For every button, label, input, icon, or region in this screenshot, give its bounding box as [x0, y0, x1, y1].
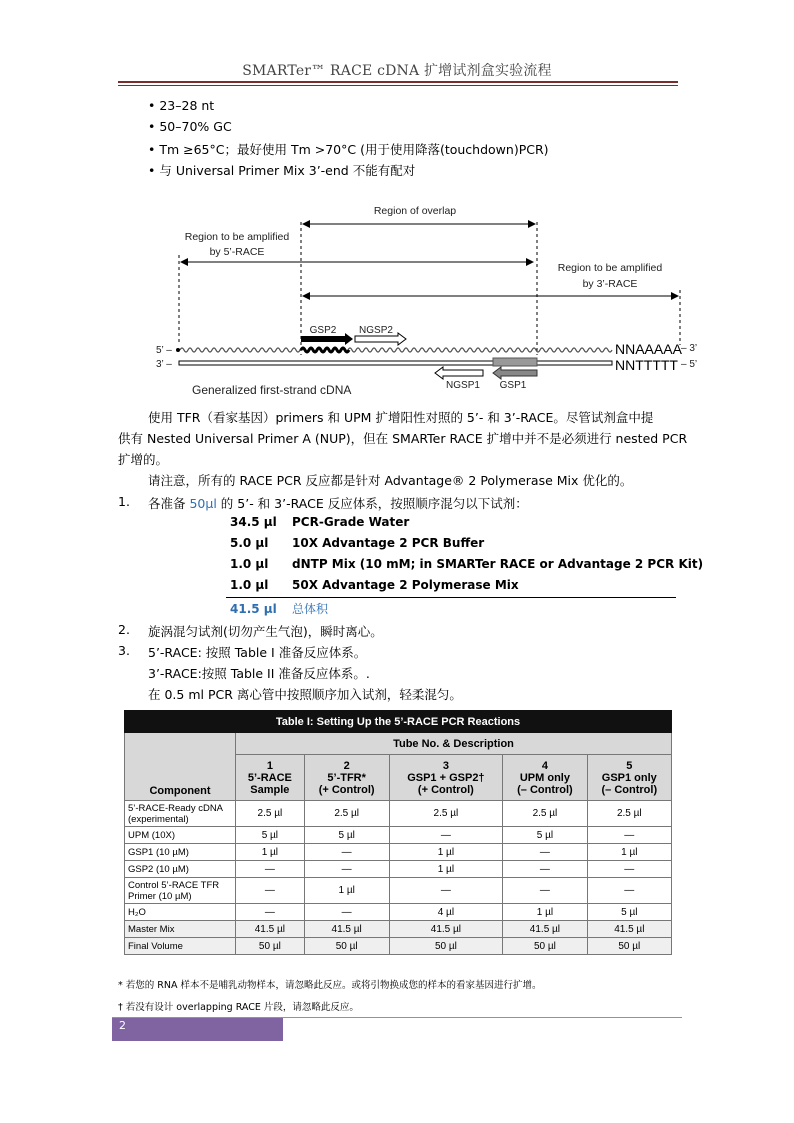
step-3-line1: 5’-RACE: 按照 Table I 准备反应体系。	[148, 645, 367, 660]
label-ngsp1: NGSP1	[446, 380, 480, 391]
label-gsp2: GSP2	[309, 325, 337, 336]
table-cell-value: —	[236, 861, 305, 878]
table-row	[125, 938, 672, 955]
table-cell-value: —	[304, 904, 389, 921]
label-polya: NNAAAAA	[615, 341, 682, 357]
bullet-gc: • 50–70% GC	[148, 119, 232, 134]
step-3-line3: 在 0.5 ml PCR 离心管中按照顺序加入试剂，轻柔混匀。	[148, 687, 462, 702]
paragraph-2: 请注意，所有的 RACE PCR 反应都是针对 Advantage® 2 Polymerase Mix 优化的。	[148, 473, 633, 488]
table-cell-value: 5 µl	[587, 904, 671, 921]
strand-start-dot	[176, 348, 180, 352]
table-column-header: 1 5’-RACE Sample	[236, 755, 305, 801]
label-region-overlap: Region of overlap	[373, 205, 457, 217]
step-2-number: 2.	[118, 622, 130, 637]
table-cell-value: 1 µl	[503, 904, 587, 921]
table-cell-value: 4 µl	[389, 904, 503, 921]
diagram-caption: Generalized first-strand cDNA	[192, 383, 352, 397]
step-1-post: 的 5’- 和 3’-RACE 反应体系，按照顺序混匀以下试剂：	[216, 496, 528, 511]
table-cell-component: GSP2 (10 µM)	[125, 861, 236, 878]
table-cell-value: 2.5 µl	[503, 801, 587, 827]
bullet-tm: • Tm ≥65°C；最好使用 Tm >70°C (用于使用降落(touchdown)PCR)	[148, 142, 549, 157]
table-cell-value: 41.5 µl	[389, 921, 503, 938]
gsp1-binding-site	[493, 358, 537, 366]
master-mix-row: 5.0 µl 10X Advantage 2 PCR Buffer	[230, 536, 485, 550]
master-mix-row: 34.5 µl PCR-Grade Water	[230, 515, 410, 529]
race-primer-diagram	[150, 195, 710, 400]
table-cell-value: —	[389, 827, 503, 844]
step-3-number: 3.	[118, 643, 130, 658]
step-2-text: 旋涡混匀试剂(切勿产生气泡)，瞬时离心。	[148, 624, 383, 639]
gsp1-arrow	[493, 367, 537, 379]
master-mix-total: 41.5 µl 总体积	[230, 602, 329, 616]
table-cell-value: 50 µl	[587, 938, 671, 955]
step-1-volume: 50µl	[189, 496, 217, 511]
table-cell-value: —	[236, 878, 305, 904]
table-cell-value: —	[587, 827, 671, 844]
step-1-number: 1.	[118, 494, 130, 509]
table-cell-value: 1 µl	[587, 844, 671, 861]
table-cell-component: H₂O	[125, 904, 236, 921]
table-group-header: Tube No. & Description	[236, 733, 672, 755]
ngsp1-arrow	[435, 367, 483, 379]
table-cell-value: 50 µl	[236, 938, 305, 955]
table-cell-value: 2.5 µl	[236, 801, 305, 827]
step-3-line2: 3’-RACE:按照 Table II 准备反应体系。.	[148, 666, 370, 681]
master-mix-divider	[226, 597, 676, 598]
table-row	[125, 827, 672, 844]
label-3-end-left: 3’ –	[156, 359, 172, 370]
table-cell-value: 2.5 µl	[304, 801, 389, 827]
table-row	[125, 904, 672, 921]
header-rule	[118, 81, 678, 83]
table-cell-value: 1 µl	[389, 844, 503, 861]
table-cell-component: UPM (10X)	[125, 827, 236, 844]
cdna-bottom-strand	[179, 361, 612, 365]
table-row	[125, 878, 672, 904]
label-5-end-right: – 5’	[681, 359, 698, 370]
label-polyt: NNTTTTT	[615, 357, 678, 373]
table-cell-value: 50 µl	[389, 938, 503, 955]
table-row	[125, 844, 672, 861]
table-cell-value: 1 µl	[304, 878, 389, 904]
table-cell-value: —	[503, 844, 587, 861]
paragraph-1-line1: 使用 TFR（看家基因）primers 和 UPM 扩增阳性对照的 5’- 和 3’-RACE。尽管试剂盒中提	[148, 410, 654, 425]
footnote-1: * 若您的 RNA 样本不是哺乳动物样本，请忽略此反应。或将引物换成您的样本的看家基因进行扩增。	[118, 980, 542, 991]
label-region-3-line2: by 3’-RACE	[582, 278, 638, 290]
table-cell-value: —	[587, 861, 671, 878]
table-cell-value: 5 µl	[304, 827, 389, 844]
bullet-upm: • 与 Universal Primer Mix 3’-end 不能有配对	[148, 163, 416, 178]
table-cell-value: 41.5 µl	[587, 921, 671, 938]
label-region-5-line2: by 5’-RACE	[209, 246, 265, 258]
header-rule-thin	[118, 85, 678, 86]
table-column-header: 3 GSP1 + GSP2† (+ Control)	[389, 755, 503, 801]
table-column-header: 2 5’-TFR* (+ Control)	[304, 755, 389, 801]
paragraph-1-line3: 扩增的。	[118, 452, 169, 467]
table-cell-value: —	[503, 861, 587, 878]
table-cell-value: 1 µl	[389, 861, 503, 878]
table-column-header: 5 GSP1 only (– Control)	[587, 755, 671, 801]
table-cell-value: 41.5 µl	[304, 921, 389, 938]
table-component-header: Component	[125, 733, 236, 801]
table-cell-value: 50 µl	[503, 938, 587, 955]
table-row	[125, 921, 672, 938]
table-cell-value: 5 µl	[236, 827, 305, 844]
label-ngsp2: NGSP2	[359, 325, 393, 336]
master-mix-row: 1.0 µl dNTP Mix (10 mM; in SMARTer RACE or Advantage 2 PCR Kit)	[230, 557, 704, 571]
cdna-top-strand	[180, 348, 612, 352]
table-cell-value: 2.5 µl	[587, 801, 671, 827]
table-cell-component: 5’-RACE-Ready cDNA (experimental)	[125, 801, 236, 827]
label-5-end-left: 5’ –	[156, 345, 172, 356]
race-pcr-table	[124, 710, 672, 955]
table-row	[125, 801, 672, 827]
table-cell-value: —	[236, 904, 305, 921]
step-1-pre: 各准备	[148, 496, 190, 511]
table-cell-value: —	[389, 878, 503, 904]
paragraph-1-line2: 供有 Nested Universal Primer A (NUP)，但在 SMARTer RACE 扩增中并不是必须进行 nested PCR	[118, 431, 688, 446]
master-mix-row: 1.0 µl 50X Advantage 2 Polymerase Mix	[230, 578, 519, 592]
table-cell-component: Master Mix	[125, 921, 236, 938]
table-cell-value: —	[587, 878, 671, 904]
table-cell-component: GSP1 (10 µM)	[125, 844, 236, 861]
page-number: 2	[119, 1019, 126, 1032]
table-cell-value: —	[304, 844, 389, 861]
table-cell-component: Final Volume	[125, 938, 236, 955]
label-region-5-line1: Region to be amplified	[184, 231, 290, 243]
page-header-title: SMARTer™ RACE cDNA 扩增试剂盒实验流程	[242, 63, 552, 79]
table-cell-component: Control 5’-RACE TFR Primer (10 µM)	[125, 878, 236, 904]
table-cell-value: 50 µl	[304, 938, 389, 955]
label-gsp1: GSP1	[499, 380, 527, 391]
step-1-text	[148, 494, 528, 512]
table-title: Table I: Setting Up the 5’-RACE PCR Reactions	[125, 711, 672, 733]
footnote-2: † 若没有设计 overlapping RACE 片段，请忽略此反应。	[118, 1002, 359, 1013]
label-region-3-line1: Region to be amplified	[557, 262, 663, 274]
table-cell-value: 2.5 µl	[389, 801, 503, 827]
table-cell-value: 41.5 µl	[503, 921, 587, 938]
table-column-header: 4 UPM only (– Control)	[503, 755, 587, 801]
table-row	[125, 861, 672, 878]
table-cell-value: 5 µl	[503, 827, 587, 844]
table-cell-value: 41.5 µl	[236, 921, 305, 938]
footer-bar	[112, 1018, 283, 1041]
label-3-end-right: – 3’	[681, 343, 698, 354]
bullet-length: • 23–28 nt	[148, 98, 215, 113]
table-cell-value: 1 µl	[236, 844, 305, 861]
table-cell-value: —	[503, 878, 587, 904]
table-cell-value: —	[304, 861, 389, 878]
cdna-gsp-region	[301, 348, 349, 352]
